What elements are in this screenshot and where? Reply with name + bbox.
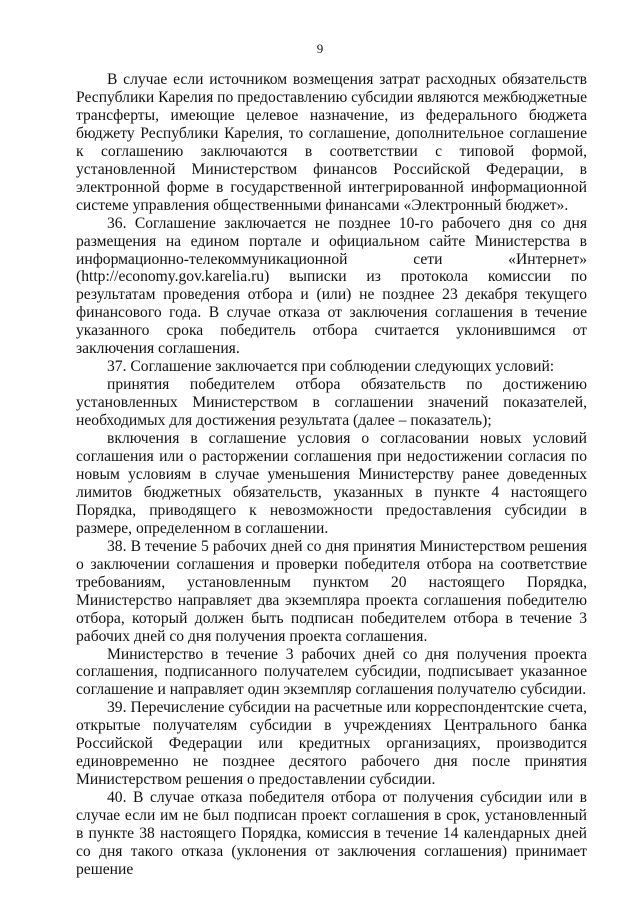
paragraph-40: 40. В случае отказа победителя отбора от получения субсидии или в случае если им не был подписан проект соглашения в срок, установленный в пункте 38 настоящего Порядка, комиссия в течение 14 календарных дней со дня такого отказа (уклонения от заключения соглашения) принимает решение [76, 789, 587, 878]
paragraph-38: 38. В течение 5 рабочих дней со дня принятия Министерством решения о заключении соглашения и проверки победителя отбора на соответствие требованиям, установленным пунктом 20 настоящего Порядка, Министерство направляет два экземпляра проекта соглашения победителю отбора, который должен быть подписан победителем отбора в течение 3 рабочих дней со дня получения проекта соглашения. [76, 537, 587, 645]
paragraph-38-signing: Министерство в течение 3 рабочих дней со дня получения проекта соглашения, подписанного получателем субсидии, подписывает указанное соглашение и направляет один экземпляр соглашения получателю субсидии. [76, 645, 587, 699]
paragraph-budget-transfers: В случае если источником возмещения затрат расходных обязательств Республики Карелия по предоставлению субсидии являются межбюджетные трансферты, имеющие целевое назначение, из федерального бюджета бюджету Республики Карелия, то соглашение, дополнительное соглашение к соглашению заключаются в соответствии с типовой формой, установленной Министерством финансов Российской Федерации, в электронной форме в государственной интегрированной информационной системе управления общественными финансами «Электронный бюджет». [76, 71, 588, 214]
document-body [76, 71, 587, 879]
paragraph-37-condition-2: включения в соглашение условия о согласовании новых условий соглашения или о расторжении соглашения при недостижении согласия по новым условиям в случае уменьшения Министерству ранее доведенных лимитов бюджетных обязательств, указанных в пункте 4 настоящего Порядка, приводящего к невозможности предоставления субсидии в размере, определенном в соглашении. [76, 430, 587, 537]
paragraph-36: 36. Соглашение заключается не позднее 10-го рабочего дня со дня размещения на едином портале и официальном сайте Министерства в информационно-телекоммуникационной сети «Интернет» (http://economy.gov.karelia.ru) выписки из протокола комиссии по результатам проведения отбора и (или) не позднее 23 декабря текущего финансового года. В случае отказа от заключения соглашения в течение указанного срока победитель отбора считается уклонившимся от заключения соглашения. [76, 214, 587, 358]
paragraph-37: 37. Соглашение заключается при соблюдении следующих условий: [107, 358, 555, 376]
page-number: 9 [316, 41, 324, 56]
paragraph-39: 39. Перечисление субсидии на расчетные или корреспондентские счета, открытые получателям субсидии в учреждениях Центрального банка Российской Федерации или кредитных организациях, производится единовременно не позднее десятого рабочего дня после принятия Министерством решения о предоставлении субсидии. [76, 699, 587, 789]
paragraph-37-condition-1: принятия победителем отбора обязательств по достижению установленных Министерством в соглашении значений показателей, необходимых для достижения результата (далее – показатель); [76, 376, 587, 430]
